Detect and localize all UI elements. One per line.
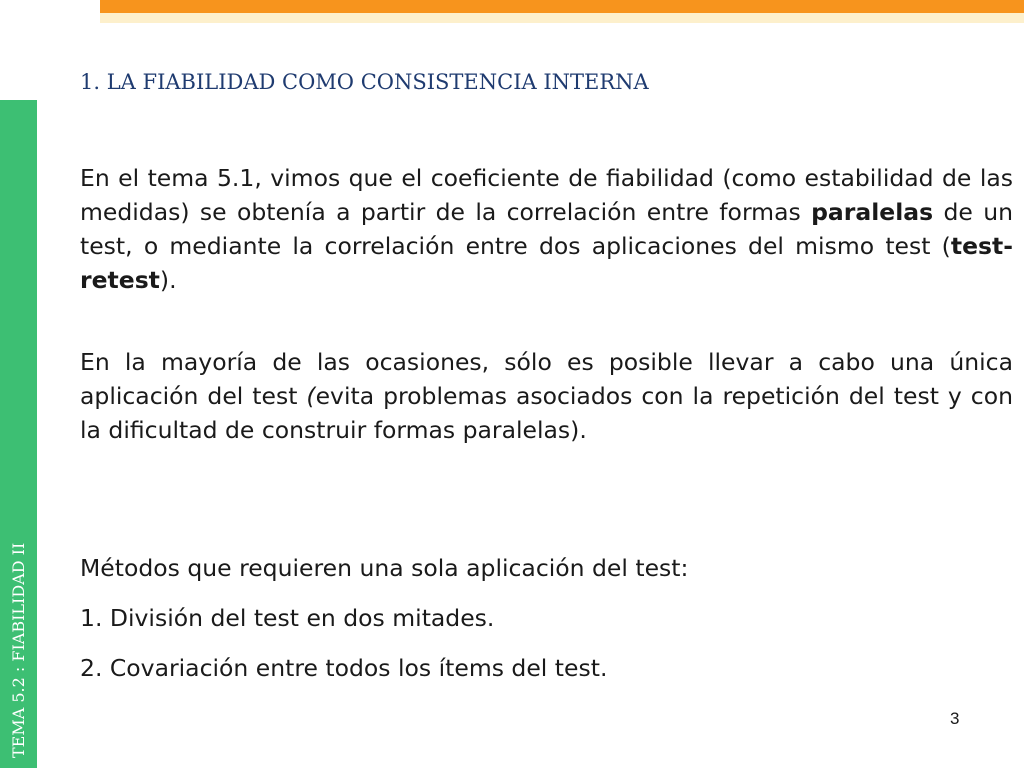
top-accent-bar: [100, 0, 1024, 13]
paragraph-single-application: En la mayoría de las ocasiones, sólo es posible llevar a cabo una única aplicación del test (evita problemas asociados con la repetición del test y con la dificultad de construir formas paralelas).: [80, 348, 1013, 444]
slide-title: 1. LA FIABILIDAD COMO CONSISTENCIA INTERNA: [80, 70, 649, 94]
top-accent-bar-light: [100, 13, 1024, 23]
sidebar-label: TEMA 5.2 : FIABILIDAD II: [9, 542, 28, 758]
methods-intro: Métodos que requieren una sola aplicación del test:: [80, 554, 689, 582]
paragraph-test-retest: En el tema 5.1, vimos que el coeficiente de fiabilidad (como estabilidad de las medidas) se obtenía a partir de la correlación entre formas paralelas de un test, o mediante la correlación entre dos aplicaciones del mismo test (test-retest).: [80, 164, 1014, 294]
method-item: 1. División del test en dos mitades.: [80, 604, 495, 632]
emphasis-paralelas: paralelas: [811, 198, 934, 226]
emphasis-test-retest: test-retest: [80, 232, 1013, 294]
method-item: 2. Covariación entre todos los ítems del test.: [80, 654, 608, 682]
page-number: 3: [950, 709, 960, 728]
